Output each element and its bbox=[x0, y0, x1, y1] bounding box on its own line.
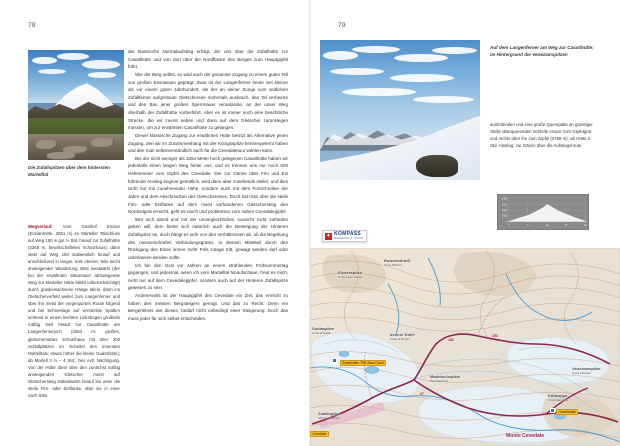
body-paragraph: Wie der Berg selbst, so wird auch der genannte Zugang zu einem guten Teil von großen Eismassen geprägt. Zwar ist der Langenferner heute viel kleiner als vor einem guten Jahrhundert, als der an seiner Zunge vom seitlichen Zufallferner aufgestaute Gletschersee mehrmals ausbrach, das Tal verheerte und den Bau jener großen Sperrmauer veranlasste, an der unser Weg oberhalb der Zufallhütte vorbeiführt. Aber es ist immer noch eine beachtliche Strecke, die wir zuerst neben und dann auf dem Gletscher zurücklegen müssen, um zur erwähnten Casatihütte zu gelangen. bbox=[128, 71, 288, 131]
elevation-area bbox=[509, 204, 586, 221]
body-paragraph: Bei der nicht weniger als 3254 Meter hoch gelegenen Casatihütte haben wir jedenfalls einen langen Weg hinter uns, und es trennen uns nur noch 500 Höhenmeter vom Gipfel des Cevedale. Der zur Gänze über Firn und Eis führende Anstieg beginnt gemütlich, wird dann aber zusehends steiler, und dies nicht nur mit zunehmender Höhe, sondern auch mit dem Fortschreiten der Jahre und dem Abschmelzen des Gletschereises. Doch hat man über die steile Firn- oder Eisflanke auf dem meist vorhandenen Gletschersteig den Nordostgrat erreicht, geht es rasch und problemlos zum nahen Cevedalegipfel. bbox=[128, 155, 288, 215]
svg-text:2000: 2000 bbox=[501, 209, 508, 213]
boulder bbox=[47, 152, 76, 160]
trail-number-150: 150 bbox=[448, 338, 454, 342]
cloud-shape bbox=[342, 88, 416, 96]
kompass-subtitle: Wanderkarte 1 : 50.000 bbox=[334, 236, 364, 240]
svg-text:0: 0 bbox=[505, 220, 508, 224]
map-label-sub: Cima Plazzin bbox=[384, 263, 402, 267]
map-label-sub: Cima Marmotta bbox=[548, 398, 569, 402]
body-paragraph: der klassische Normalaufstieg erfolgt, der uns über die Zufallhütte zur Casatihütte und von dort über die Nordflanke des Berges zum Hauptgipfel führt. bbox=[128, 49, 288, 70]
photo-caption-left: Die Zufallspitzen über dem hintersten Martelltal bbox=[28, 165, 110, 178]
kompass-wordmark bbox=[334, 232, 363, 240]
body-paragraph: Wer sich damit und mit der unvergleichlichen Aussicht nicht zufrieden geben will, dem bietet sich natürlich auch die Besteigung der Hinteren Zufallspitze an, doch hängt es sehr von den Verhältnissen ab, ob die Begehung des messerscharfen Verbindungsgrates, in dessen Mittelteil durch den Rückgang des Eises immer mehr Fels zutage tritt, gewagt werden darf oder unterlassen werden sollte. bbox=[128, 216, 288, 260]
map-label-madritschspitze: Madritschspitze Pta Madriccio bbox=[430, 374, 461, 383]
hut-marker[interactable] bbox=[332, 358, 337, 363]
cloud-shape bbox=[32, 57, 57, 65]
map-label-monte-cevedale: Monte Cevedale bbox=[506, 433, 545, 439]
map-label-sub: Cima di Dentro bbox=[390, 337, 411, 341]
map-label-sub: P. dei Lago Gelato bbox=[338, 275, 363, 279]
kompass-brand: KOMPASS bbox=[334, 231, 362, 237]
cloud-shape bbox=[88, 72, 117, 78]
page-number-right: 79 bbox=[338, 22, 346, 29]
kompass-mark-icon: ✦ bbox=[326, 232, 331, 239]
map-label-sub: Pta Madriccio bbox=[430, 379, 449, 383]
boulder bbox=[36, 140, 57, 150]
elevation-profile-chart bbox=[497, 194, 589, 230]
page-number-left: 78 bbox=[28, 22, 36, 29]
map-label-koellkuppe: Köllkuppe Cima Marmotta bbox=[548, 393, 569, 402]
body-paragraph: Dieser klassische Zugang zur erwähnten Hütte besitzt als Alternative jenen Zugang, den wir im Zusammenhang mit der Königsspitze kennengelernt haben und den man selbstverständlich auch für die Cevedaletour wählen kann. bbox=[128, 132, 288, 154]
svg-text:1000: 1000 bbox=[501, 214, 508, 218]
map-label-sub: Cima Venezia bbox=[572, 371, 591, 375]
kompass-logo-badge bbox=[322, 230, 367, 242]
map-label-butzenhoerndl: Butzenhörndl Cima Plazzin bbox=[384, 258, 410, 267]
hut-marker[interactable] bbox=[550, 408, 555, 413]
trail-number-37: 37 bbox=[420, 392, 424, 396]
photo-langenferner bbox=[320, 40, 480, 180]
map-chip-casatihuette[interactable]: Casatihütte bbox=[556, 409, 578, 415]
cloud-shape bbox=[82, 60, 120, 69]
map-label-zufallspitze: Zufallspitze Monte Cevedale bbox=[318, 411, 341, 420]
cloud-shape bbox=[432, 47, 477, 54]
cloud-shape bbox=[323, 51, 358, 59]
body-column-left bbox=[128, 48, 288, 323]
svg-text:5: 5 bbox=[527, 224, 529, 228]
elevation-profile-svg bbox=[498, 195, 588, 229]
svg-text:0: 0 bbox=[508, 224, 510, 228]
boulder bbox=[91, 138, 114, 148]
body-paragraph: Andererseits ist der Hauptgipfel des Cevedale ein Ziel, das erreicht zu haben den meisten Bergsteigern genügt. Und das zu Recht. Denn ein Bergerlebnis wie dieses, bedarf nicht unbedingt einer Steigerung. Doch das muss jeder für sich selbst entscheiden. bbox=[128, 293, 288, 321]
svg-text:15: 15 bbox=[564, 224, 568, 228]
cloud-shape bbox=[413, 96, 474, 103]
map-label-venezianspitze: Venezianspitze Cima Venezia bbox=[572, 366, 601, 375]
map-chip-zufallhuette[interactable]: Zufallhütte / Rif. Nino Corsi bbox=[340, 360, 386, 366]
wegverlauf-label: Wegverlauf: bbox=[28, 224, 53, 229]
photo-caption-right: Auf dem Langenferner am Weg zur Casatihütte; im Hintergrund die Venezianspitzen bbox=[490, 45, 594, 58]
svg-text:3000: 3000 bbox=[501, 203, 508, 207]
map-label-eisseespitze: Eisseespitze P. dei Lago Gelato bbox=[338, 270, 363, 279]
map-label-sub: Cima di Solda bbox=[312, 331, 331, 335]
wegverlauf-text: Vom Gasthof Enzian (Enzianhütte, 2051 m) im Marteller Talschluss auf Weg 150 in gut ½ Std. hinauf zur Zufallhütte (2265 m, bewirtschaftetes Schutzhaus), dann stets auf Weg 150 südwestlich hinauf und anschließend in langer, teils ebener, teils leicht ansteigender Wanderung stets westwärts (der bei der erwähnten Staumauer abzweigende Weg zur Marteller Hütte bleibt unberücksichtigt) durch grasbewachsene Hänge talein, dann ins Gletschervorfeld weiter zum Langenferner und über ihn meist der vorgespurten Route folgend und bei Schneelage auf versteckte Spalten achtend in einem leichten Linksbogen großteils mäßig steil hinauf zur Casatihütte am Langenfernerjoch (3254 m; großes, gletschernahes Schutzhaus mit über 200 Schlafplätzen im Scheitel des innersten Martelltals; etwas höher die kleine Guasthütte); ab Martell 3 ½ – 4 Std.; hier evtl. Nächtigung. Von der Hütte dann über den zunächst mäßig ansteigenden Gletscher meist auf Gletschersteig südostwärts hinauf bis unter die steile Firn- oder Eisflanke, über sie in einer nach links bbox=[28, 224, 120, 398]
map-chip-cevedale[interactable]: Cevedale bbox=[310, 431, 329, 437]
svg-text:10: 10 bbox=[545, 224, 549, 228]
photo-zufallspitzen bbox=[28, 50, 124, 160]
kompass-hiking-map[interactable] bbox=[310, 248, 620, 446]
wegverlauf-sidenote bbox=[28, 223, 120, 399]
svg-text:4000: 4000 bbox=[501, 197, 508, 201]
body-paragraph: Ich bin den Grat vor Jahren an einem strahlenden Frühsommertag gegangen, und jedesmal, wenn ich vom Martelltal hinaufschaue, freut es mich, nicht nur auf dem Cevedalegipfel, sondern auch auf der Hinteren Zufallspitze gewesen zu sein. bbox=[128, 262, 288, 291]
wegverlauf-continued: aushölenden und eine große Querspalte an günstiger Stelle überquerenden Schleife empor zum Gipfelgrat und rechts über ihn zum Gipfel (3769 m); ab Hütte 2 Std. Abstieg: zur Gänze über die Aufstiegsroute. bbox=[490, 122, 593, 149]
map-label-innerer-kofel: Innerer Kofel Cima di Dentro bbox=[390, 332, 415, 341]
cloud-shape bbox=[57, 53, 90, 60]
map-label-soldaspitze: Soldaspitze Cima di Solda bbox=[312, 326, 335, 335]
svg-text:20: 20 bbox=[583, 224, 587, 228]
map-label-sub: Monte Cevedale bbox=[318, 416, 340, 420]
trail-number-150: 150 bbox=[492, 334, 498, 338]
cloud-shape bbox=[390, 74, 454, 82]
cloud-shape bbox=[352, 46, 400, 53]
rock-outcrop bbox=[416, 155, 458, 177]
cloud-shape bbox=[330, 68, 384, 75]
